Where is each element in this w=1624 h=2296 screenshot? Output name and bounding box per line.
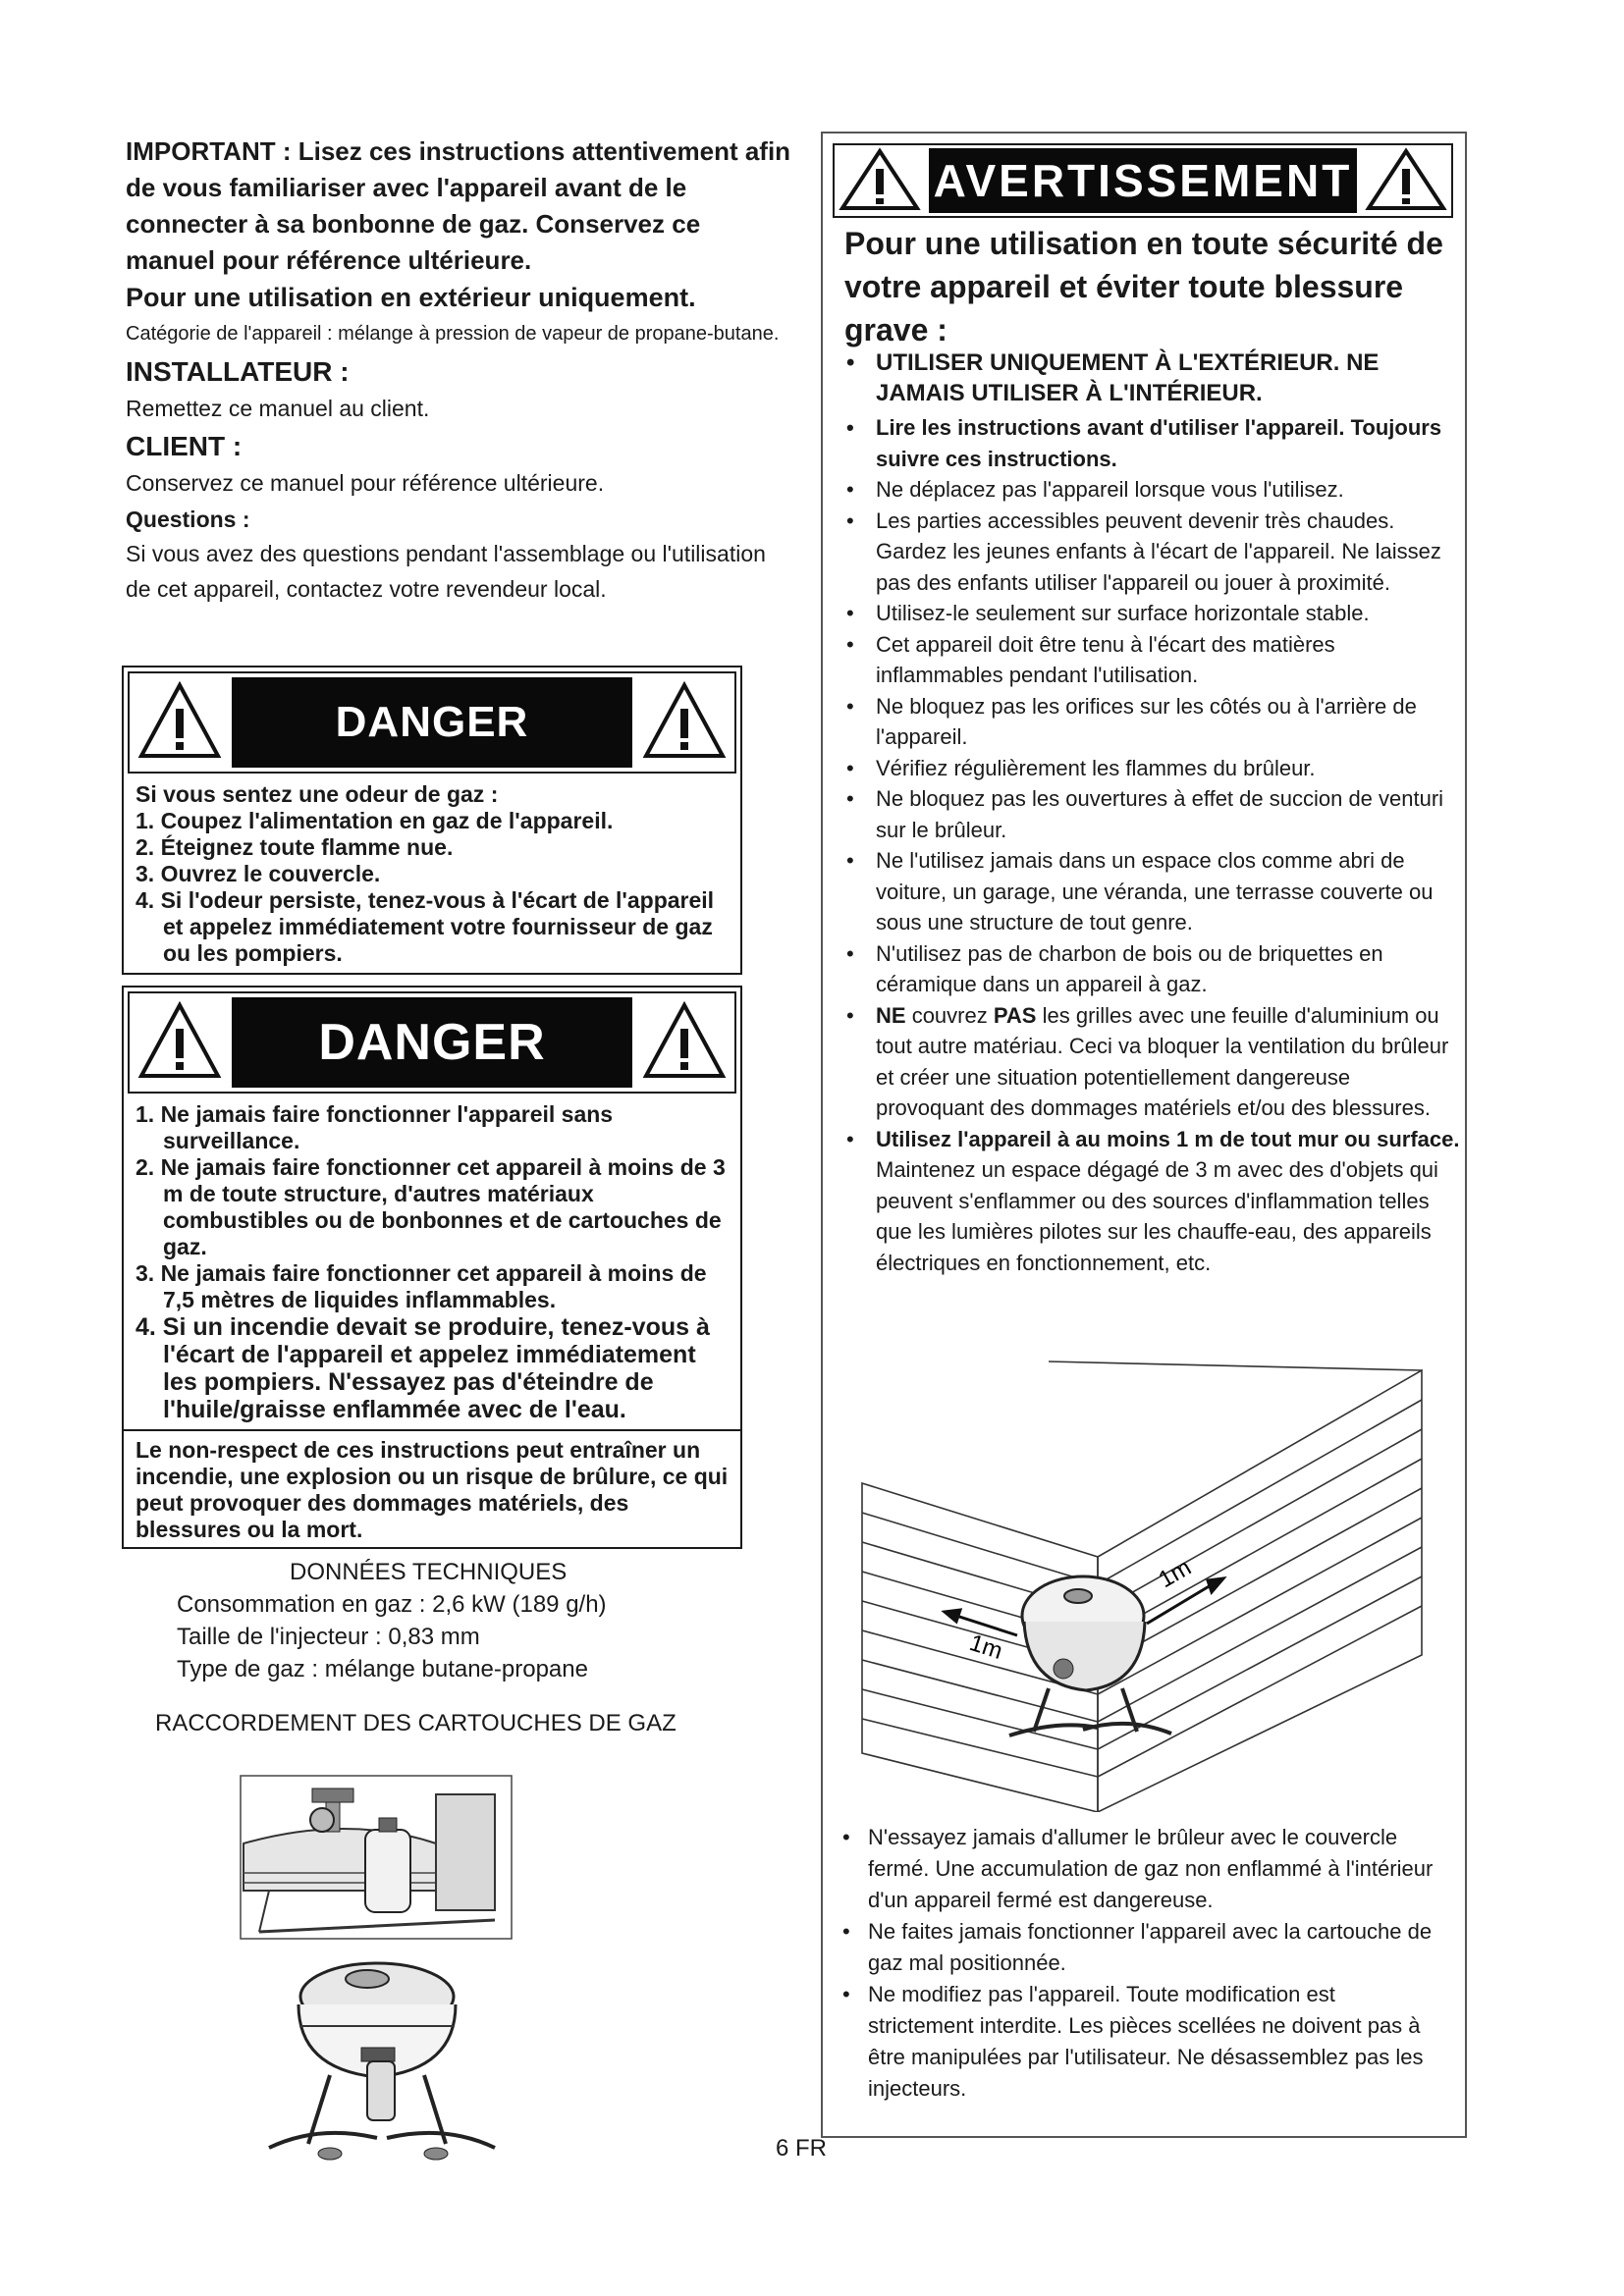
danger-item: 4. Si un incendie devait se produire, tenez-vous à l'écart de l'appareil et appelez immédiatement les pompiers. N'essayez pas d'éteindre de l'huile/graisse enflammée avec de l'eau.: [135, 1313, 710, 1423]
danger-item: 2. Ne jamais faire fonctionner cet appareil à moins de 3 m de toute structure, d'autres matériaux combustibles ou de bonbonnes et de cartouches de gaz.: [135, 1154, 726, 1259]
warning-item: • NE couvrez PAS les grilles avec une feuille d'aluminium ou tout autre matériau. Ceci va bloquer la ventilation du brûleur et créer une situation potentiellement dangereuse provoquant des dommages matériels et/ou des blessures.: [846, 1002, 1449, 1120]
danger-header: [128, 991, 736, 1094]
warning-item-text: Cet appareil doit être tenu à l'écart des matières inflammables pendant l'utilisation.: [876, 631, 1335, 687]
danger-item: 3. Ne jamais faire fonctionner cet appareil à moins de 7,5 mètres de liquides inflammables.: [135, 1260, 707, 1312]
danger-item: 2. Éteignez toute flamme nue.: [135, 834, 454, 860]
grill-icon: [1009, 1576, 1171, 1735]
danger-item: 4. Si l'odeur persiste, tenez-vous à l'écart de l'appareil et appelez immédiatement votre fournisseur de gaz ou les pompiers.: [135, 887, 715, 966]
warning-box: [821, 132, 1467, 2138]
warning-item: • Ne déplacez pas l'appareil lorsque vous l'utilisez.: [846, 477, 1344, 502]
danger-item: 1. Coupez l'alimentation en gaz de l'appareil.: [135, 808, 614, 833]
important-notice: IMPORTANT : Lisez ces instructions attentivement afin de vous familiariser avec l'appareil avant de le connecter à sa bonbonne de gaz. Conservez ce manuel pour référence ultérieure.: [126, 136, 791, 275]
warning-item: • Ne bloquez pas les orifices sur les côtés ou à l'arrière de l'appareil.: [846, 693, 1417, 749]
warning-item: • Cet appareil doit être tenu à l'écart des matières inflammables pendant l'utilisation.: [846, 631, 1335, 687]
warning-item-text: Lire les instructions avant d'utiliser l'appareil. Toujours suivre ces instructions.: [876, 415, 1442, 471]
warning-item-text: N'utilisez pas de charbon de bois ou de briquettes en céramique dans un appareil à gaz.: [876, 940, 1383, 996]
warning-triangle-icon: [1365, 147, 1447, 212]
warning-item: • Ne bloquez pas les ouvertures à effet de succion de venturi sur le brûleur.: [846, 786, 1444, 842]
warning-item: • Vérifiez régulièrement les flammes du brûleur.: [846, 755, 1316, 780]
page-number: 6 FR: [776, 2135, 828, 2162]
warning-item-text: Les parties accessibles peuvent devenir très chaudes. Gardez les jeunes enfants à l'écart de l'appareil. Ne laissez pas des enfants utiliser l'appareil ou jouer à proximité.: [876, 507, 1441, 595]
client-text: Conservez ce manuel pour référence ultérieure.: [126, 470, 605, 496]
client-title: CLIENT :: [126, 431, 243, 461]
danger-box-gas-odor: [122, 666, 742, 975]
intro-section: [126, 133, 793, 607]
warning-triangle-icon: [640, 997, 729, 1084]
danger-title-bar: [232, 997, 632, 1088]
connection-title: RACCORDEMENT DES CARTOUCHES DE GAZ: [155, 1710, 677, 1736]
warning-item: • Ne modifiez pas l'appareil. Toute modification est strictement interdite. Les pièces scellées ne doivent pas à être manipulées par l'utilisateur. Ne désassemblez pas les injecteurs.: [842, 1982, 1424, 2101]
warning-item: • Ne l'utilisez jamais dans un espace clos comme abri de voiture, un garage, une véranda, une terrasse couverte ou sous une structure de tout genre.: [846, 848, 1434, 934]
danger-title: DANGER: [318, 1014, 546, 1071]
installer-text: Remettez ce manuel au client.: [126, 396, 430, 421]
warning-item-text: Vérifiez régulièrement les flammes du brûleur.: [876, 755, 1316, 780]
questions-text: Si vous avez des questions pendant l'assemblage ou l'utilisation de cet appareil, contactez votre revendeur local.: [126, 541, 766, 602]
technical-data: [177, 1556, 727, 1685]
warning-list: [837, 347, 1461, 1278]
warning-title-bar: [929, 148, 1357, 213]
tech-gas-type: Type de gaz : mélange butane-propane: [177, 1656, 588, 1682]
warning-header: [833, 143, 1453, 218]
cartridge-connection-illustration: [240, 1775, 513, 1940]
warning-triangle-icon: [640, 677, 729, 764]
danger-box-operation: [122, 986, 742, 1549]
appliance-category: Catégorie de l'appareil : mélange à pression de vapeur de propane-butane.: [126, 323, 780, 345]
danger-title-bar: [232, 677, 632, 768]
wall-clearance-illustration: [852, 1361, 1432, 1812]
warning-item-text: N'essayez jamais d'allumer le brûleur avec le couvercle fermé. Une accumulation de gaz non enflammé à l'intérieur d'un appareil fermé est dangereuse.: [868, 1825, 1434, 1912]
warning-emphasis: NE: [876, 1002, 906, 1028]
danger-body: [124, 777, 740, 973]
warning-item-text: Ne bloquez pas les ouvertures à effet de succion de venturi sur le brûleur.: [876, 786, 1444, 842]
warning-item-text: couvrez: [911, 1002, 988, 1028]
warning-item-text: Ne bloquez pas les orifices sur les côtés ou à l'arrière de l'appareil.: [876, 693, 1417, 749]
warning-emphasis: Utilisez l'appareil à au moins 1 m de tout mur ou surface.: [876, 1126, 1460, 1151]
outdoor-only-notice: Pour une utilisation en extérieur uniquement.: [126, 283, 696, 312]
warning-item: • UTILISER UNIQUEMENT À L'EXTÉRIEUR. NE JAMAIS UTILISER À L'INTÉRIEUR.: [846, 349, 1380, 406]
grill-with-cartridge-illustration: [259, 1951, 505, 2173]
warning-item-text: UTILISER UNIQUEMENT À L'EXTÉRIEUR. NE JAMAIS UTILISER À L'INTÉRIEUR.: [876, 349, 1380, 406]
warning-triangle-icon: [135, 677, 224, 764]
warning-item-text: Ne déplacez pas l'appareil lorsque vous l'utilisez.: [876, 477, 1344, 502]
danger-header: [128, 671, 736, 774]
warning-item-text: Ne faites jamais fonctionner l'appareil avec la cartouche de gaz mal positionnée.: [868, 1919, 1433, 1975]
warning-item: • Les parties accessibles peuvent devenir très chaudes. Gardez les jeunes enfants à l'écart de l'appareil. Ne laissez pas des enfants utiliser l'appareil ou jouer à proximité.: [846, 507, 1441, 595]
danger-body: [124, 1097, 740, 1429]
warning-list-bottom: [837, 1822, 1445, 2105]
warning-item-text: Ne modifiez pas l'appareil. Toute modification est strictement interdite. Les pièces scellées ne doivent pas à être manipulées par l'utilisateur. Ne désassemblez pas les injecteurs.: [868, 1982, 1424, 2101]
questions-title: Questions :: [126, 507, 250, 532]
tech-title: DONNÉES TECHNIQUES: [290, 1559, 568, 1585]
warning-title: AVERTISSEMENT: [933, 155, 1353, 206]
danger-item: 1. Ne jamais faire fonctionner l'appareil sans surveillance.: [135, 1101, 614, 1153]
warning-item: • Lire les instructions avant d'utiliser l'appareil. Toujours suivre ces instructions.: [846, 415, 1442, 471]
warning-intro: Pour une utilisation en toute sécurité de votre appareil et éviter toute blessure grave :: [844, 226, 1443, 347]
warning-item-text: Ne l'utilisez jamais dans un espace clos comme abri de voiture, un garage, une véranda, une terrasse couverte ou sous une structure de tout genre.: [876, 848, 1434, 934]
danger-footer: Le non-respect de ces instructions peut entraîner un incendie, une explosion ou un risque de brûlure, ce qui peut provoquer des dommages matériels, des blessures ou la mort.: [124, 1429, 740, 1547]
danger-item: 3. Ouvrez le couvercle.: [135, 861, 381, 886]
warning-item: • Ne faites jamais fonctionner l'appareil avec la cartouche de gaz mal positionnée.: [842, 1919, 1433, 1975]
tech-consumption: Consommation en gaz : 2,6 kW (189 g/h): [177, 1591, 607, 1618]
warning-triangle-icon: [135, 997, 224, 1084]
warning-item: • N'utilisez pas de charbon de bois ou de briquettes en céramique dans un appareil à gaz.: [846, 940, 1383, 996]
danger-title: DANGER: [335, 698, 529, 746]
tech-injector: Taille de l'injecteur : 0,83 mm: [177, 1624, 480, 1650]
warning-item-text: Utilisez-le seulement sur surface horizontale stable.: [876, 601, 1370, 625]
danger-lead: Si vous sentez une odeur de gaz :: [135, 781, 499, 807]
installer-title: INSTALLATEUR :: [126, 356, 350, 387]
warning-item: • Utilisez l'appareil à au moins 1 m de tout mur ou surface. Maintenez un espace dégagé de 3 m avec des d'objets qui peuvent s'enflammer ou des sources d'inflammation telles que les lumières pilotes sur les chauffe-eau, des appareils électriques en fonctionnement, etc.: [846, 1126, 1460, 1275]
right-distance-label: 1m: [1154, 1554, 1196, 1594]
warning-emphasis: PAS: [993, 1002, 1037, 1028]
warning-item-text: les grilles avec une feuille d'aluminium ou tout autre matériau. Ceci va bloquer la ventilation du brûleur et créer une situation potentiellement dangereuse provoquant des dommages matériels et/ou des blessures.: [876, 1002, 1449, 1120]
warning-item-text: Maintenez un espace dégagé de 3 m avec des d'objets qui peuvent s'enflammer ou des sources d'inflammation telles que les lumières pilotes sur les chauffe-eau, des appareils électriques en fonctionnement, etc.: [876, 1157, 1438, 1275]
warning-item: • Utilisez-le seulement sur surface horizontale stable.: [846, 601, 1370, 625]
warning-triangle-icon: [839, 147, 921, 212]
left-distance-label: 1m: [966, 1629, 1006, 1666]
warning-item: • N'essayez jamais d'allumer le brûleur avec le couvercle fermé. Une accumulation de gaz non enflammé à l'intérieur d'un appareil fermé est dangereuse.: [842, 1825, 1434, 1912]
